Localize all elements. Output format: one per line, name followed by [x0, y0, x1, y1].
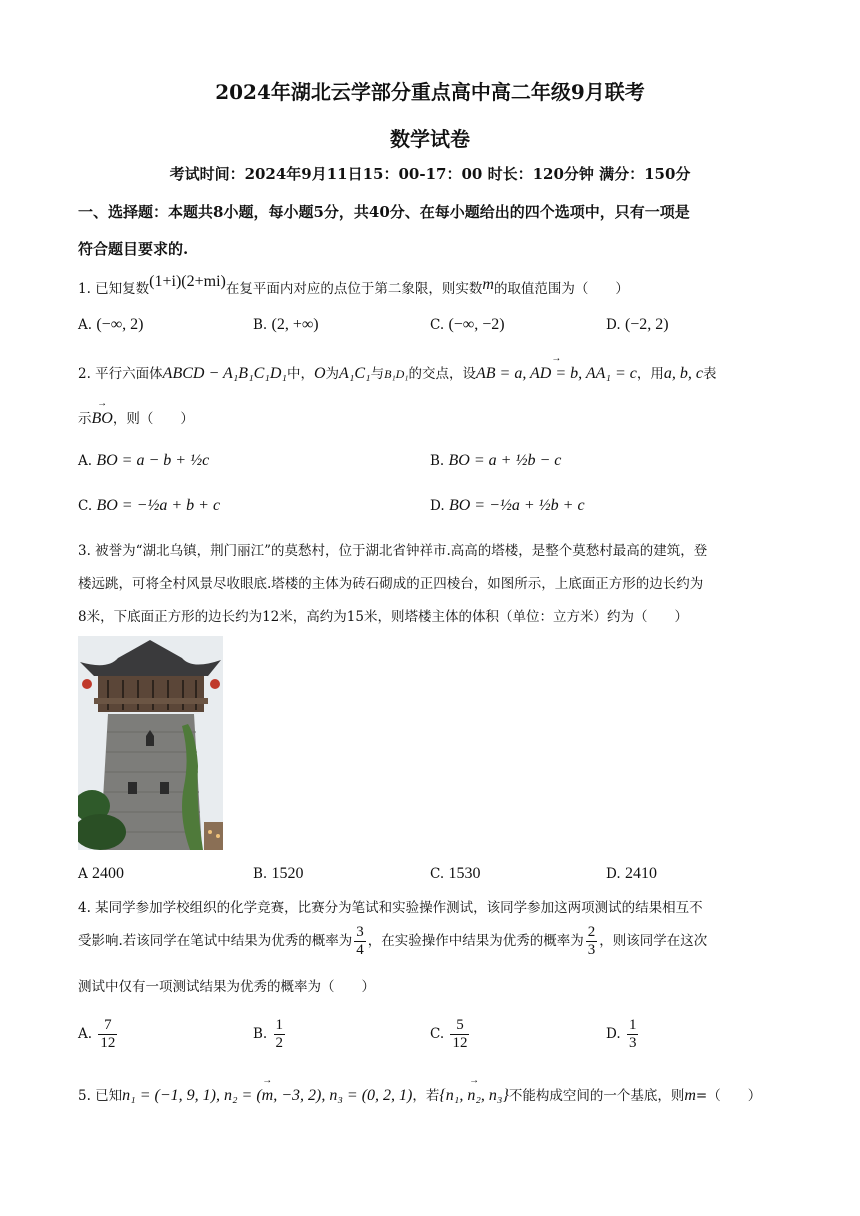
question-3-option-c[interactable]: C. 1530 [430, 865, 481, 882]
exam-subtitle: 数学试卷 [390, 127, 470, 151]
question-3-option-b[interactable]: B. 1520 [253, 865, 304, 882]
question-2-option-b[interactable]: B. BO = a + ½b − c [430, 452, 562, 469]
question-4-line2: 受影响.若该同学在笔试中结果为优秀的概率为 $\frac{3}{4}$ ，在实验操作中结果为优秀的概率为 $\frac{2}{3}$ ，则该同学在这次 [78, 924, 708, 958]
exam-title: 2024年湖北云学部分重点高中高二年级9月联考 [215, 80, 645, 104]
normal-vectors: → n₁ = (−1, 9, 1), n₂ = (m, −3, 2), n₃ = (0, 2, 1) [122, 1087, 412, 1105]
question-4-option-d[interactable]: D. $\frac{1}{3}$ [606, 1017, 637, 1051]
fraction-p2: $\frac{2}{3}$ [587, 924, 596, 958]
question-4-line3: 测试中仅有一项测试结果为优秀的概率为（ ） [78, 979, 375, 995]
question-3-line1: 3. 被誉为“湖北乌镇，荆门丽江”的莫愁村，位于湖北省钟祥市.高高的塔楼，是整个莫愁村最高的建筑，登 [78, 543, 708, 559]
question-1-stem: 1. 已知复数(1+i)(2+mi)在复平面内对应的点位于第二象限，则实数m的取值范围为（ ） [78, 273, 629, 297]
question-1-option-d[interactable]: D. (−2, 2) [606, 316, 669, 333]
exam-info: 考试时间：2024年9月11日15：00-17：00 时长：120分钟 满分：150分 [169, 165, 691, 183]
question-2-stem-line2: 示→ BO，则（ ） [78, 407, 194, 428]
question-4-option-a[interactable]: A. $\frac{7}{12}$ [78, 1017, 116, 1051]
question-4-option-c[interactable]: C. $\frac{5}{12}$ [430, 1017, 468, 1051]
question-2-option-a[interactable]: A. BO = a − b + ½c [78, 452, 210, 469]
question-5-stem: 5. 已知→ n₁ = (−1, 9, 1), n₂ = (m, −3, 2), n₃ = (0, 2, 1)，若→ {n₁, n₂, n₃}不能构成空间的一个基底，则m=（ ） [78, 1084, 761, 1105]
question-3-option-a[interactable]: A 2400 [78, 865, 125, 882]
question-1-option-c[interactable]: C. (−∞, −2) [430, 316, 505, 333]
question-1-option-a[interactable]: A. (−∞, 2) [78, 316, 144, 333]
question-3-option-d[interactable]: D. 2410 [606, 865, 657, 882]
vector-set: → {n₁, n₂, n₃} [439, 1087, 508, 1105]
question-4-option-b[interactable]: B. $\frac{1}{2}$ [253, 1017, 284, 1051]
section-heading-line2: 符合题目要求的. [78, 240, 189, 258]
question-1-option-b[interactable]: B. (2, +∞) [253, 316, 319, 333]
section-heading-line1: 一、选择题：本题共8小题，每小题5分，共40分、在每小题给出的四个选项中，只有一项是 [78, 203, 690, 221]
question-2-stem-line1: 2. 平行六面体ABCD − A₁B₁C₁D₁中，O为A₁C₁与B₁D₁的交点，设→ AB = a, AD = b, AA₁ = c，用a, b, c表 [78, 362, 716, 383]
question-2-option-c[interactable]: C. BO = −½a + b + c [78, 497, 221, 514]
complex-expression: (1+i)(2+mi) [149, 273, 226, 290]
tower-photo [78, 636, 223, 850]
question-3-line3: 8米，下底面正方形的边长约为12米，高约为15米，则塔楼主体的体积（单位：立方米）约为（ ） [78, 609, 688, 625]
question-3-line2: 楼远跳，可将全村风景尽收眼底.塔楼的主体为砖石砌成的正四棱台，如图所示，上底面正方形的边长约为 [78, 576, 704, 592]
fraction-p1: $\frac{3}{4}$ [356, 924, 364, 958]
question-4-line1: 4. 某同学参加学校组织的化学竞赛，比赛分为笔试和实验操作测试，该同学参加这两项测试的结果相互不 [78, 900, 703, 916]
question-2-option-d[interactable]: D. BO = −½a + ½b + c [430, 497, 585, 514]
vector-bo: → BO [92, 410, 113, 428]
